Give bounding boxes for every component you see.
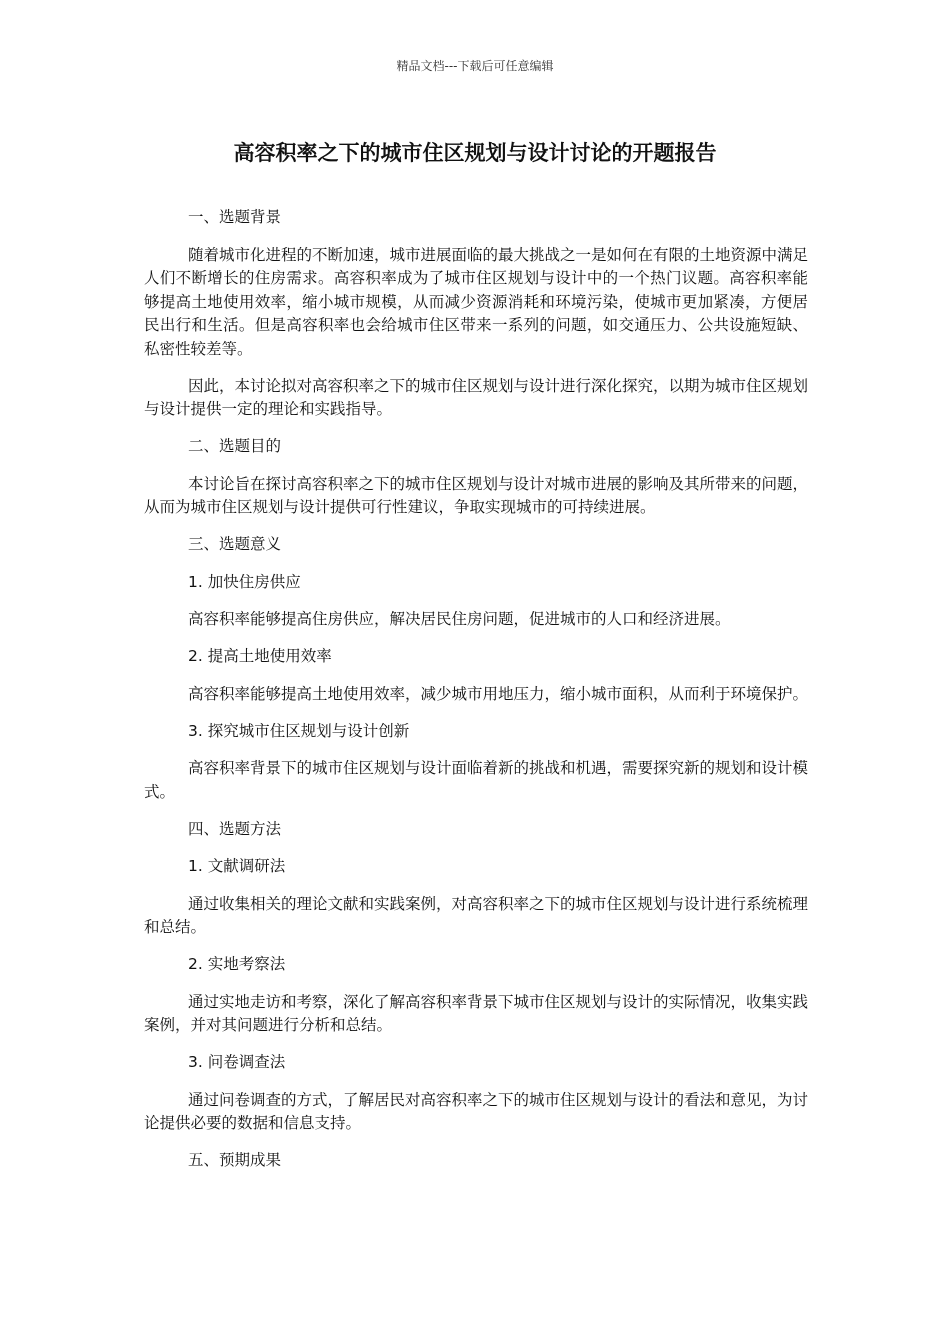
document-body: [144, 206, 808, 1187]
body-paragraph: 通过收集相关的理论文献和实践案例，对高容积率之下的城市住区规划与设计进行系统梳理和总结。: [144, 894, 809, 936]
body-paragraph: 通过问卷调查的方式，了解居民对高容积率之下的城市住区规划与设计的看法和意见，为讨论提供必要的数据和信息支持。: [144, 1090, 809, 1132]
body-paragraph: 通过实地走访和考察，深化了解高容积率背景下城市住区规划与设计的实际情况，收集实践案例，并对其问题进行分析和总结。: [144, 992, 809, 1034]
body-paragraph: 高容积率能够提高住房供应，解决居民住房问题，促进城市的人口和经济进展。: [188, 610, 731, 628]
subsection-heading: 2. 实地考察法: [188, 955, 286, 973]
subsection-heading: 3. 探究城市住区规划与设计创新: [188, 721, 410, 740]
subsection-heading: 1. 文献调研法: [188, 857, 286, 875]
section-heading: 四、选题方法: [188, 819, 282, 838]
subsection-heading: 3. 问卷调查法: [188, 1053, 286, 1071]
body-paragraph: 因此，本讨论拟对高容积率之下的城市住区规划与设计进行深化探究，以期为城市住区规划与设计提供一定的理论和实践指导。: [144, 376, 809, 418]
section-heading: 一、选题背景: [188, 208, 282, 226]
subsection-heading: 2. 提高土地使用效率: [188, 647, 332, 665]
section-heading: 二、选题目的: [188, 437, 282, 455]
section-heading: 三、选题意义: [188, 535, 282, 553]
document-title: 高容积率之下的城市住区规划与设计讨论的开题报告: [233, 141, 717, 165]
body-paragraph: 随着城市化进程的不断加速，城市进展面临的最大挑战之一是如何在有限的土地资源中满足人们不断增长的住房需求。高容积率成为了城市住区规划与设计中的一个热门议题。高容积率能够提高土地使用效率，缩小城市规模，从而减少资源消耗和环境污染，使城市更加紧凑，方便居民出行和生活。但是高容积率也会给城市住区带来一系列的问题，如交通压力、公共设施短缺、私密性较差等。: [144, 245, 809, 358]
section-heading: 五、预期成果: [188, 1151, 282, 1169]
body-paragraph: 高容积率背景下的城市住区规划与设计面临着新的挑战和机遇，需要探究新的规划和设计模式。: [144, 759, 809, 801]
subsection-heading: 1. 加快住房供应: [188, 572, 301, 591]
body-paragraph: 高容积率能够提高土地使用效率，减少城市用地压力，缩小城市面积，从而利于环境保护。: [188, 684, 809, 703]
body-paragraph: 本讨论旨在探讨高容积率之下的城市住区规划与设计对城市进展的影响及其所带来的问题，从而为城市住区规划与设计提供可行性建议，争取实现城市的可持续进展。: [144, 474, 809, 516]
page-header: 精品文档---下载后可任意编辑: [396, 59, 554, 73]
